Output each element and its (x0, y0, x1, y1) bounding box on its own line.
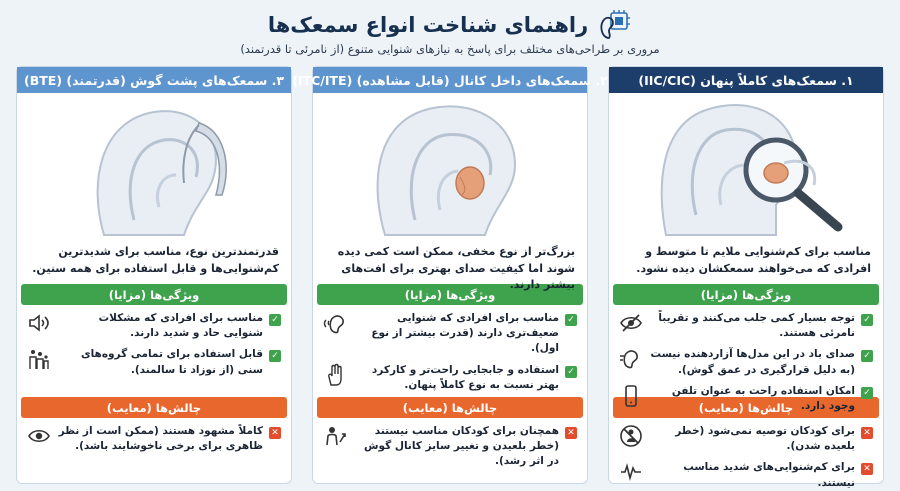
title-row (0, 8, 900, 42)
card-title: ۱. سمعک‌های کاملاً پنهان (IIC/CIC) (609, 67, 883, 93)
check-icon: ✓ (269, 314, 281, 326)
ear-sound-icon (323, 311, 347, 335)
family-icon (27, 347, 51, 371)
pros-band: ویژگی‌ها (مزایا) (317, 284, 583, 305)
list-item: ✓ مناسب برای افرادی که شنوایی ضعیف‌تری دارند (قدرت بیشتر از نوع اول). (323, 311, 577, 357)
cons-band: چالش‌ها (معایب) (613, 397, 879, 418)
speaker-icon (27, 311, 51, 335)
pros-list (313, 305, 587, 397)
card-title: ۳. سمعک‌های پشت گوش (قدرتمند) (BTE) (17, 67, 291, 93)
ear-magnifier-illustration (626, 95, 866, 240)
card-iic-cic (608, 66, 884, 489)
card-bte (16, 66, 292, 484)
ear-in-canal-illustration (330, 95, 570, 240)
list-item: ✕ کاملاً مشهود هستند (ممکن است از نظر ظاهری برای برخی ناخوشایند باشد). (27, 424, 281, 454)
no-child-icon (619, 424, 643, 448)
cross-icon: ✕ (861, 427, 873, 439)
pros-band: ویژگی‌ها (مزایا) (21, 284, 287, 305)
pros-list (17, 305, 291, 397)
check-icon: ✓ (861, 387, 873, 399)
card-description: قدرتمندترین نوع، مناسب برای شدیدترین کم‌شنوایی‌ها و قابل استفاده برای همه سنین. (32, 245, 279, 275)
card-itc-ite (292, 66, 608, 484)
hand-icon (323, 363, 347, 387)
cons-list (17, 418, 291, 474)
check-icon: ✓ (565, 314, 577, 326)
ear-wind-icon (619, 347, 643, 371)
check-icon: ✓ (565, 366, 577, 378)
page-subtitle: مروری بر طراحی‌های مختلف برای پاسخ به نیازهای شنوایی متنوع (از نامرئی تا قدرتمند) (240, 42, 660, 56)
cross-icon: ✕ (269, 427, 281, 439)
check-icon: ✓ (861, 314, 873, 326)
ear-behind-the-ear-illustration (34, 95, 274, 240)
check-icon: ✓ (269, 350, 281, 362)
phone-icon (619, 384, 643, 408)
cons-band: چالش‌ها (معایب) (317, 397, 583, 418)
child-growth-icon (323, 424, 347, 448)
list-item: ✓ صدای باد در این مدل‌ها آزاردهنده نیست (به دلیل قرارگیری در عمق گوش). (619, 347, 873, 377)
eye-slash-icon (619, 311, 643, 335)
list-item: ✕ برای کم‌شنوایی‌های شدید مناسب نیستند. (619, 460, 873, 490)
list-item: ✓ استفاده و جابجایی راحت‌تر و کارکرد بهتر نسبت به نوع کاملاً پنهان. (323, 363, 577, 393)
cross-icon: ✕ (861, 463, 873, 475)
list-item: ✕ همچنان برای کودکان مناسب نیستند (خطر بلعیدن و تغییر سایز کانال گوش در اثر رشد). (323, 424, 577, 470)
card-description: مناسب برای کم‌شنوایی ملایم تا متوسط و افرادی که می‌خواهند سمعکشان دیده نشود. (636, 245, 871, 275)
page-title: راهنمای شناخت انواع سمعک‌ها (267, 13, 589, 37)
list-item: ✓ توجه بسیار کمی جلب می‌کنند و تقریباً نامرئی هستند. (619, 311, 873, 341)
check-icon: ✓ (861, 350, 873, 362)
cons-band: چالش‌ها (معایب) (21, 397, 287, 418)
pros-band: ویژگی‌ها (مزایا) (613, 284, 879, 305)
list-item: ✓ امکان استفاده راحت به عنوان تلفن وجود دارد. (619, 384, 873, 414)
card-title: ۲. سمعک‌های داخل کانال (قابل مشاهده) (ITC/ITE) (313, 67, 587, 93)
list-item: ✕ برای کودکان توصیه نمی‌شود (خطر بلعیده شدن). (619, 424, 873, 454)
cross-icon: ✕ (565, 427, 577, 439)
eye-icon (27, 424, 51, 448)
cons-list (609, 418, 883, 489)
card-description: بزرگ‌تر از نوع مخفی، ممکن است کمی دیده شوند اما کیفیت صدای بهتری برای افت‌های بیشتر دارند. (337, 245, 575, 291)
list-item: ✓ مناسب برای افرادی که مشکلات شنوایی حاد و شدید دارند. (27, 311, 281, 341)
ear-chip-icon (598, 8, 632, 42)
cons-list (313, 418, 587, 474)
header (0, 0, 900, 64)
list-item: ✓ قابل استفاده برای تمامی گروه‌های سنی (از نوزاد تا سالمند). (27, 347, 281, 377)
hearing-graph-icon (619, 460, 643, 484)
